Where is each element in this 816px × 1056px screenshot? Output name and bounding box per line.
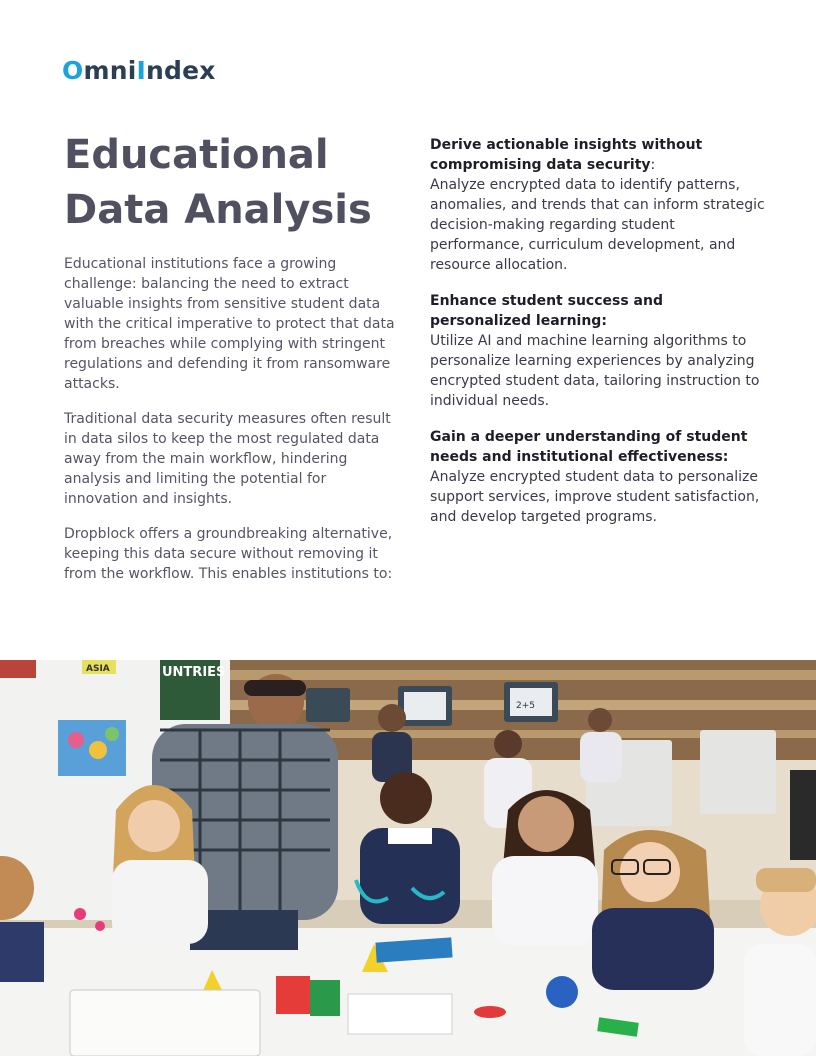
classroom-photo (0, 660, 816, 1056)
benefit-item (430, 427, 766, 527)
red-block (276, 976, 310, 1014)
benefit-heading: Derive actionable insights without compromising data security: (430, 137, 703, 173)
worksheet (348, 994, 452, 1034)
title-line-1: Educational (64, 132, 329, 178)
intro-paragraph-2: Traditional data security measures often result in data silos to keep the most regulated data away from the main workflow, hindering analysis and limiting the potential for innovation and insights. (64, 411, 391, 507)
intro-paragraph-3: Dropblock offers a groundbreaking alternative, keeping this data secure without removing it from the workflow. This enables institutions to: (64, 526, 393, 582)
benefit-body: Analyze encrypted data to identify patterns, anomalies, and trends that can inform strategic decision-making regarding student performance, curriculum development, and resource allocation. (430, 177, 765, 273)
imac (700, 730, 776, 814)
monitor (790, 770, 816, 860)
omniindex-logo: OmniIndex (62, 56, 216, 85)
benefit-item (430, 135, 766, 275)
benefits-column (430, 135, 766, 543)
monitor (306, 688, 350, 722)
countries-sign: UNTRIES (162, 665, 226, 680)
green-block (310, 980, 340, 1016)
svg-text:ASIA: ASIA (86, 664, 110, 674)
classroom-illustration (0, 660, 816, 1056)
open-book (70, 990, 260, 1056)
page-title (64, 128, 394, 238)
benefit-body: Utilize AI and machine learning algorithms to personalize learning experiences by analyzing encrypted student data, tailoring instruction to individual needs. (430, 333, 760, 409)
blue-ball (546, 976, 578, 1008)
intro-column (64, 254, 400, 599)
title-line-2: Data Analysis (64, 187, 372, 233)
benefit-heading: Enhance student success and personalized learning: (430, 293, 663, 329)
benefit-heading: Gain a deeper understanding of student needs and institutional effectiveness: (430, 429, 748, 465)
intro-paragraph-1: Educational institutions face a growing challenge: balancing the need to extract valuable insights from sensitive student data with the critical imperative to protect that data from breaches while complying with stringent regulations and defending it from ransomware attacks. (64, 256, 395, 392)
svg-text:2+5: 2+5 (516, 701, 535, 711)
benefit-body: Analyze encrypted student data to personalize support services, improve student satisfaction, and develop targeted programs. (430, 469, 760, 525)
benefit-item (430, 291, 766, 411)
